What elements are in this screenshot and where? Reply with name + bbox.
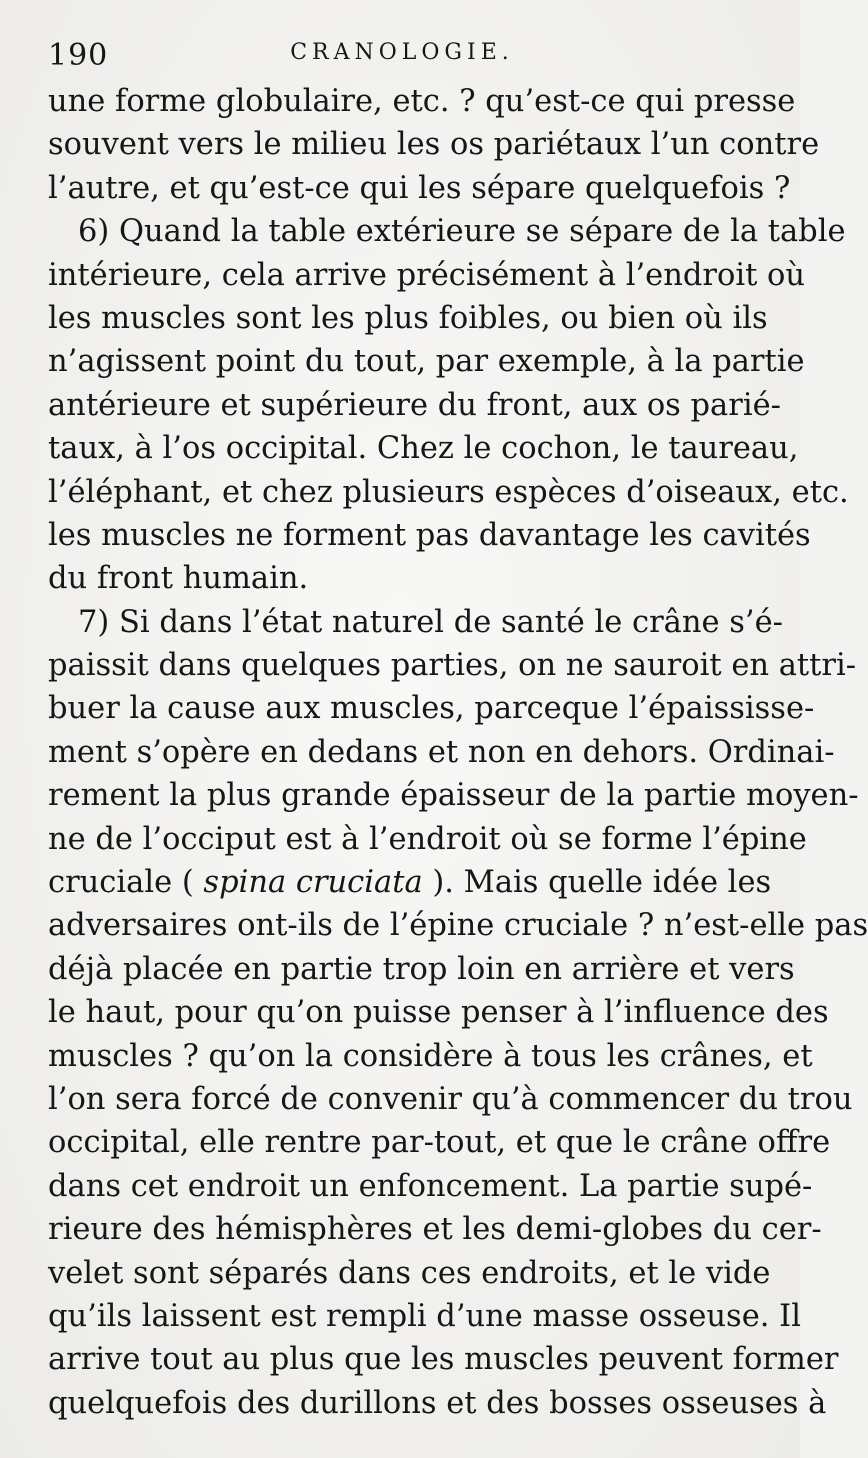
running-head <box>48 32 756 80</box>
text-line: rement la plus grande épaisseur de la partie moyen- <box>48 778 859 814</box>
text-line: muscles ? qu’on la considère à tous les crânes, et <box>48 1038 813 1074</box>
text-line: les muscles ne forment pas davantage les cavités <box>48 517 811 553</box>
text-line: ne de l’occiput est à l’endroit où se forme l’épine <box>48 821 807 857</box>
text-line: l’éléphant, et chez plusieurs espèces d’oiseaux, etc. <box>48 474 849 510</box>
text-line: ment s’opère en dedans et non en dehors. Ordinai- <box>48 734 835 770</box>
text-line <box>48 861 772 904</box>
text-line: buer la cause aux muscles, parceque l’épaississe- <box>48 691 815 727</box>
text-line: occipital, elle rentre par-tout, et que le crâne offre <box>48 1125 831 1161</box>
text-line: paissit dans quelques parties, on ne sauroit en attri- <box>48 648 857 684</box>
text-line: velet sont séparés dans ces endroits, et le vide <box>48 1255 771 1291</box>
text-line: antérieure et supérieure du front, aux os parié- <box>48 387 781 423</box>
text-line: souvent vers le milieu les os pariétaux l’un contre <box>48 127 820 163</box>
body-text <box>48 80 868 1425</box>
text-line: une forme globulaire, etc. ? qu’est-ce qui presse <box>48 84 796 119</box>
text-line: adversaires ont-ils de l’épine cruciale ? n’est-elle pas <box>48 908 868 944</box>
text-line: intérieure, cela arrive précisément à l’endroit où <box>48 257 806 293</box>
text-line: taux, à l’os occipital. Chez le cochon, le taureau, <box>48 431 799 467</box>
latin-term: spina cruciata <box>203 865 423 901</box>
text-line-start: cruciale ( <box>48 865 204 901</box>
running-title: CRANOLOGIE. <box>290 40 514 65</box>
text-line: le haut, pour qu’on puisse penser à l’influence des <box>48 995 829 1031</box>
text-line: qu’ils laissent est rempli d’une masse osseuse. Il <box>48 1298 801 1334</box>
text-line-end: ). Mais quelle idée les <box>422 865 772 901</box>
text-line: quelquefois des durillons et des bosses osseuses à <box>48 1385 827 1421</box>
text-line: déjà placée en partie trop loin en arrière et vers <box>48 951 795 987</box>
text-line: n’agissent point du tout, par exemple, à la partie <box>48 344 805 380</box>
page-number: 190 <box>48 38 109 73</box>
text-line: arrive tout au plus que les muscles peuvent former <box>48 1342 839 1378</box>
text-line: 6) Quand la table extérieure se sépare de la table <box>78 214 846 250</box>
text-line: du front humain. <box>48 561 309 597</box>
text-line: l’autre, et qu’est-ce qui les sépare quelquefois ? <box>48 170 791 206</box>
text-line: l’on sera forcé de convenir qu’à commencer du trou <box>48 1081 853 1117</box>
text-line: rieure des hémisphères et les demi-globes du cer- <box>48 1212 822 1248</box>
text-line: les muscles sont les plus foibles, ou bien où ils <box>48 300 768 336</box>
text-line: dans cet endroit un enfoncement. La partie supé- <box>48 1168 813 1204</box>
text-line: 7) Si dans l’état naturel de santé le crâne s’é- <box>78 604 783 640</box>
